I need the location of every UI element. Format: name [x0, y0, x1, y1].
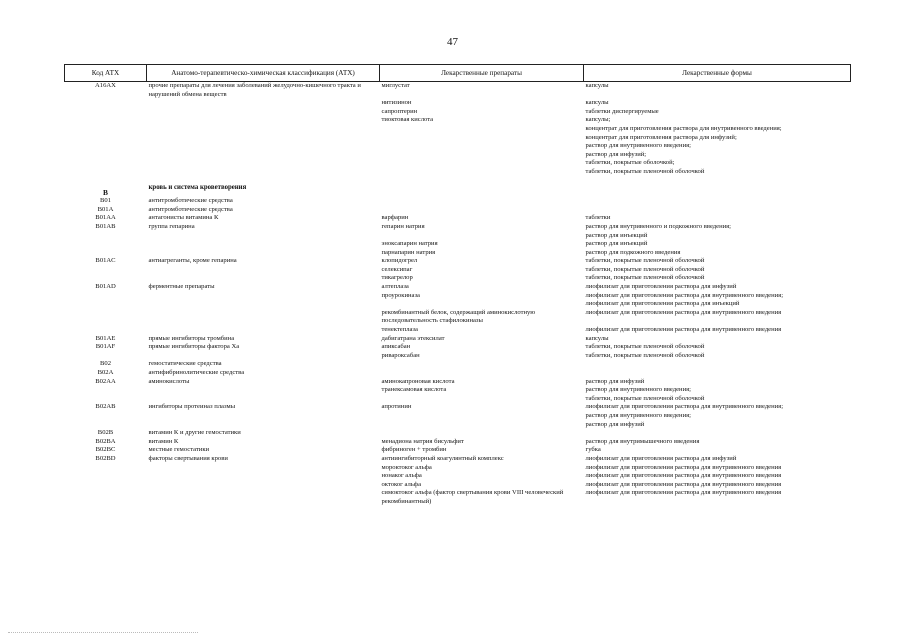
atc-class-cell: [147, 151, 380, 160]
dosage-form-cell: раствор для внутримышечного введения: [585, 437, 700, 445]
table-header-row: [65, 65, 851, 82]
drug-name-cell: [380, 421, 584, 430]
page-number: 47: [447, 36, 458, 48]
dosage-form-cell: [584, 206, 851, 215]
atc-class-cell: [147, 125, 380, 134]
header-dosage-forms: Лекарственные формы: [584, 65, 851, 82]
atc-class-cell: [147, 274, 380, 283]
dosage-form-cell: лиофилизат для приготовления раствора для внутривенного введения;: [585, 291, 784, 299]
atc-class-cell: [147, 159, 380, 168]
atc-code-cell: B01AC: [95, 257, 116, 265]
atc-class-cell: [147, 412, 380, 421]
section-spacer: [65, 177, 851, 184]
atc-class-cell: ферментные препараты: [148, 283, 215, 291]
table-row: [65, 481, 851, 490]
table-row: [65, 421, 851, 430]
dosage-form-cell: таблетки: [585, 214, 611, 222]
header-atc-classification: Анатомо-терапевтическо-химическая классификация (АТХ): [147, 65, 380, 82]
atc-class-cell: [147, 168, 380, 177]
atc-code-cell: [65, 300, 147, 309]
atc-class-cell: [147, 300, 380, 309]
dosage-form-cell: раствор для инфузий: [585, 377, 645, 385]
table-row: [65, 395, 851, 404]
atc-code-cell: [65, 412, 147, 421]
atc-class-cell: аминокислоты: [148, 377, 190, 385]
dosage-form-cell: [584, 197, 851, 206]
table-row: [65, 232, 851, 241]
table-row: [65, 142, 851, 151]
atc-code-cell: B02BA: [95, 437, 116, 445]
atc-class-cell: ингибиторы протеиназ плазмы: [148, 403, 236, 411]
table-row: [65, 429, 851, 438]
atc-code-cell: [65, 142, 147, 151]
dosage-form-cell: таблетки, покрытые пленочной оболочкой: [585, 265, 705, 273]
dosage-form-cell: лиофилизат для приготовления раствора для внутривенного введения: [585, 463, 782, 471]
drug-name-cell: [380, 232, 584, 241]
atc-code-cell: B02AB: [95, 403, 116, 411]
table-row: [65, 223, 851, 232]
atc-code-cell: [65, 421, 147, 430]
atc-class-cell: антагонисты витамина К: [148, 214, 219, 222]
table-row: [65, 455, 851, 464]
atc-code-cell: [65, 292, 147, 301]
atc-code-cell: B02: [100, 360, 111, 368]
atc-code-cell: [65, 274, 147, 283]
drug-name-cell: [380, 184, 584, 198]
dosage-form-cell: губка: [585, 446, 601, 454]
drug-name-cell: октоког альфа: [381, 480, 422, 488]
atc-code-cell: B02A: [97, 369, 114, 376]
table-row: [65, 352, 851, 361]
atc-code-cell: B01AA: [95, 214, 116, 222]
atc-class-cell: [147, 249, 380, 258]
table-row: [65, 343, 851, 352]
atc-class-cell: [147, 352, 380, 361]
drug-name-cell: проурокиназа: [381, 291, 420, 299]
table-row: [65, 197, 851, 206]
drug-name-cell: тиоктовая кислота: [381, 116, 434, 124]
dosage-form-cell: таблетки, покрытые пленочной оболочкой: [585, 274, 705, 282]
dosage-form-cell: концентрат для приготовления раствора для внутривенного введения;: [585, 124, 782, 132]
atc-code-cell: B02AA: [95, 377, 116, 385]
table-row: [65, 159, 851, 168]
dosage-form-cell: таблетки, покрытые пленочной оболочкой: [585, 351, 705, 359]
table-row: [65, 125, 851, 134]
atc-code-cell: B02BC: [95, 446, 116, 454]
atc-code-cell: B01AB: [95, 222, 116, 230]
dosage-form-cell: капсулы;: [585, 116, 611, 124]
atc-code-cell: [65, 232, 147, 241]
table-row: [65, 283, 851, 292]
atc-class-cell: антифибринолитические средства: [148, 369, 245, 376]
table-row: [65, 464, 851, 473]
atc-class-cell: [147, 266, 380, 275]
atc-code-cell: [65, 464, 147, 473]
atc-code-cell: [65, 472, 147, 481]
table-row: [65, 326, 851, 335]
drug-name-cell: [380, 142, 584, 151]
drug-name-cell: менадиона натрия бисульфит: [381, 437, 464, 445]
atc-code-cell: [65, 326, 147, 335]
atc-class-cell: [147, 489, 380, 506]
drug-name-cell: нонаког альфа: [381, 472, 422, 480]
drug-name-cell: нитизинон: [381, 99, 412, 107]
table-row: [65, 168, 851, 177]
drug-name-cell: клопидогрел: [381, 257, 418, 265]
drug-name-cell: [380, 159, 584, 168]
atc-code-cell: B: [103, 187, 108, 197]
table-row: [65, 369, 851, 378]
dosage-form-cell: лиофилизат для приготовления раствора для инфузий: [585, 283, 737, 291]
drug-name-cell: симоктоког альфа (фактор свертывания крови VIII человеческий рекомбинантный): [381, 489, 564, 505]
drug-name-cell: аминокапроновая кислота: [381, 377, 455, 385]
dosage-form-cell: раствор для инъекций: [585, 231, 648, 239]
table-row: [65, 257, 851, 266]
dosage-form-cell: лиофилизат для приготовления раствора для внутривенного введения: [585, 308, 782, 316]
atc-class-cell: [147, 116, 380, 125]
atc-class-cell: [147, 240, 380, 249]
drug-name-cell: [380, 300, 584, 309]
dosage-form-cell: раствор для внутривенного введения;: [585, 386, 691, 394]
atc-class-cell: прочие препараты для лечения заболеваний желудочно-кишечного тракта и нарушений обмена веществ: [148, 82, 361, 98]
atc-code-cell: A16AX: [95, 82, 116, 89]
atc-class-cell: антиагреганты, кроме гепарина: [148, 257, 237, 265]
dosage-form-cell: таблетки, покрытые пленочной оболочкой: [585, 167, 705, 175]
dosage-form-cell: раствор для подкожного введения: [585, 248, 681, 256]
atc-class-cell: антитромботические средства: [148, 205, 233, 213]
atc-code-cell: [65, 309, 147, 326]
atc-code-cell: B01: [100, 197, 111, 205]
table-row: [65, 446, 851, 455]
atc-code-cell: [65, 134, 147, 143]
table-row: [65, 292, 851, 301]
atc-code-cell: [65, 249, 147, 258]
dosage-form-cell: таблетки, покрытые пленочной оболочкой: [585, 343, 705, 351]
table-row: [65, 489, 851, 506]
dosage-form-cell: капсулы: [585, 99, 609, 107]
drug-name-cell: варфарин: [381, 214, 409, 222]
atc-code-cell: [65, 151, 147, 160]
atc-class-cell: [147, 464, 380, 473]
drug-name-cell: мороктоког альфа: [381, 463, 432, 471]
dosage-form-cell: капсулы: [585, 334, 609, 342]
section-row: [65, 184, 851, 198]
table-row: [65, 438, 851, 447]
table-row: [65, 151, 851, 160]
table-row: [65, 82, 851, 100]
atc-code-cell: B01AF: [95, 343, 116, 351]
atc-class-cell: антитромботические средства: [148, 197, 233, 205]
dosage-form-cell: лиофилизат для приготовления раствора для внутривенного введения: [585, 480, 782, 488]
atc-class-cell: витамин К: [148, 437, 179, 445]
table-row: [65, 240, 851, 249]
drug-name-cell: селексипаг: [381, 265, 413, 273]
dosage-form-cell: [584, 184, 851, 198]
atc-class-cell: [147, 292, 380, 301]
dosage-form-cell: лиофилизат для приготовления раствора для инъекций: [585, 300, 740, 308]
atc-code-cell: B02B: [97, 429, 114, 437]
header-drugs: Лекарственные препараты: [380, 65, 584, 82]
atc-code-cell: [65, 481, 147, 490]
table-row: [65, 214, 851, 223]
atc-code-cell: [65, 386, 147, 395]
scan-artifact-line: [8, 632, 198, 633]
atc-code-cell: [65, 395, 147, 404]
atc-code-cell: [65, 116, 147, 125]
atc-class-cell: [147, 309, 380, 326]
dosage-form-cell: раствор для инфузий: [585, 420, 645, 428]
table-row: [65, 309, 851, 326]
atc-class-cell: местные гемостатики: [148, 446, 210, 454]
atc-class-cell: витамин К и другие гемостатики: [148, 429, 241, 437]
dosage-form-cell: таблетки, покрытые оболочкой;: [585, 159, 675, 167]
dosage-form-cell: таблетки, покрытые пленочной оболочкой: [585, 257, 705, 265]
atc-code-cell: B01A: [97, 205, 114, 213]
table-row: [65, 249, 851, 258]
header-atc-code: Код АТХ: [65, 65, 147, 82]
atc-class-cell: [147, 99, 380, 108]
atc-class-cell: факторы свертывания крови: [148, 454, 228, 462]
atc-code-cell: [65, 489, 147, 506]
drug-name-cell: [380, 429, 584, 438]
dosage-form-cell: раствор для инъекций: [585, 240, 648, 248]
drug-name-cell: эноксапарин натрия: [381, 240, 438, 248]
drug-name-cell: [380, 125, 584, 134]
table-row: [65, 472, 851, 481]
atc-class-cell: [147, 395, 380, 404]
atc-class-cell: прямые ингибиторы фактора Xa: [148, 343, 240, 351]
drug-name-cell: дабигатрана этексилат: [381, 334, 445, 342]
atc-code-cell: B01AD: [95, 283, 116, 291]
table-row: [65, 403, 851, 412]
table-row: [65, 134, 851, 143]
drug-name-cell: парнапарин натрия: [381, 248, 436, 256]
atc-class-cell: [147, 108, 380, 117]
atc-class-cell: гемостатические средства: [148, 360, 222, 368]
table-row: [65, 274, 851, 283]
drug-name-cell: [380, 395, 584, 404]
atc-code-cell: [65, 266, 147, 275]
atc-code-cell: [65, 240, 147, 249]
atc-class-cell: [147, 421, 380, 430]
drug-name-cell: апиксабан: [381, 343, 411, 351]
drug-name-cell: миглустат: [381, 82, 410, 89]
dosage-form-cell: таблетки диспергируемые: [585, 107, 659, 115]
drug-name-cell: ривароксабан: [381, 351, 420, 359]
atc-class-cell: [147, 232, 380, 241]
drug-name-cell: гепарин натрия: [381, 222, 425, 230]
table-row: [65, 360, 851, 369]
drug-name-cell: тикагрелор: [381, 274, 413, 282]
atc-code-cell: [65, 99, 147, 108]
drug-name-cell: [380, 197, 584, 206]
atc-class-cell: [147, 472, 380, 481]
drug-name-cell: антиингибиторный коагулянтный комплекс: [381, 454, 504, 462]
atc-code-cell: [65, 352, 147, 361]
table-row: [65, 108, 851, 117]
atc-code-cell: B01AE: [95, 334, 116, 342]
drug-name-cell: [380, 412, 584, 421]
table-row: [65, 206, 851, 215]
dosage-form-cell: концентрат для приготовления раствора для инфузий;: [585, 133, 737, 141]
atc-code-cell: B02BD: [95, 454, 116, 462]
drug-name-cell: [380, 360, 584, 369]
drug-name-cell: [380, 134, 584, 143]
atc-code-cell: [65, 168, 147, 177]
dosage-form-cell: лиофилизат для приготовления раствора для внутривенного введения: [585, 472, 782, 480]
dosage-form-cell: раствор для внутривенного и подкожного введения;: [585, 222, 732, 230]
table-row: [65, 116, 851, 125]
drug-name-cell: [380, 168, 584, 177]
drug-name-cell: рекомбинантный белок, содержащий аминокислотную последовательность стафилокиназы: [381, 308, 536, 325]
atc-class-cell: [147, 481, 380, 490]
dosage-form-cell: лиофилизат для приготовления раствора для внутривенного введения: [585, 326, 782, 334]
table-row: [65, 335, 851, 344]
drug-name-cell: [380, 369, 584, 378]
drug-name-cell: [380, 206, 584, 215]
drug-name-cell: тенектеплаза: [381, 326, 418, 334]
atc-code-cell: [65, 108, 147, 117]
dosage-form-cell: [584, 369, 851, 378]
atc-class-cell: [147, 142, 380, 151]
drug-name-cell: сапроптерин: [381, 107, 418, 115]
dosage-form-cell: лиофилизат для приготовления раствора для инфузий: [585, 454, 737, 462]
drug-name-cell: апротинин: [381, 403, 412, 411]
table-body: [65, 82, 851, 507]
atc-class-cell: кровь и система кроветворения: [148, 183, 247, 191]
dosage-form-cell: раствор для внутривенного введения;: [585, 142, 691, 150]
drug-name-cell: [380, 151, 584, 160]
atc-class-cell: [147, 134, 380, 143]
dosage-form-cell: лиофилизат для приготовления раствора для внутривенного введения: [585, 489, 782, 497]
table-row: [65, 266, 851, 275]
table-row: [65, 99, 851, 108]
atc-class-cell: группа гепарина: [148, 222, 195, 230]
drug-name-cell: фибриноген + тромбин: [381, 446, 447, 454]
table-row: [65, 300, 851, 309]
table-row: [65, 386, 851, 395]
atc-code-cell: [65, 125, 147, 134]
dosage-form-cell: [584, 429, 851, 438]
dosage-form-cell: раствор для инфузий;: [585, 150, 647, 158]
drug-name-cell: алтеплаза: [381, 283, 409, 291]
dosage-form-cell: капсулы: [585, 82, 609, 89]
table-row: [65, 412, 851, 421]
dosage-form-cell: лиофилизат для приготовления раствора для внутривенного введения;: [585, 403, 784, 411]
dosage-form-cell: [584, 360, 851, 369]
dosage-form-cell: раствор для внутривенного введения;: [585, 411, 691, 419]
drug-classification-table: [64, 64, 851, 507]
drug-name-cell: транексамовая кислота: [381, 386, 447, 394]
atc-code-cell: [65, 159, 147, 168]
atc-class-cell: прямые ингибиторы тромбина: [148, 334, 235, 342]
table-row: [65, 378, 851, 387]
atc-class-cell: [147, 386, 380, 395]
dosage-form-cell: таблетки, покрытые пленочной оболочкой: [585, 394, 705, 402]
atc-class-cell: [147, 326, 380, 335]
